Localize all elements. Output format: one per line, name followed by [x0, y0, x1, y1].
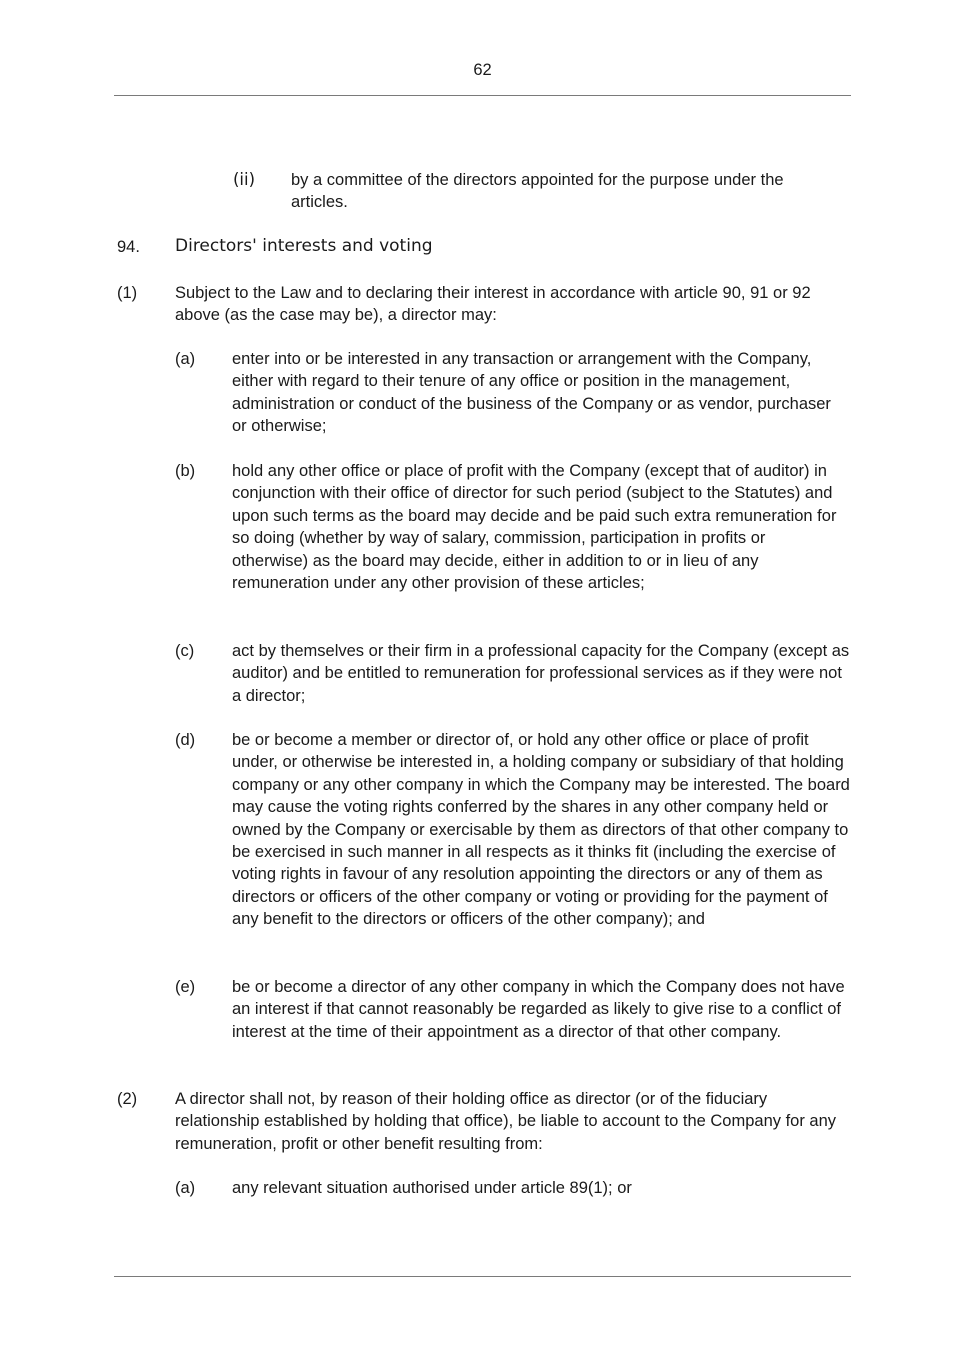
item-label-1e: (e): [175, 978, 196, 996]
subitem-label-ii: (ii): [233, 170, 256, 189]
page-number: 62: [473, 61, 492, 79]
item-label-1b: (b): [175, 462, 196, 480]
section-title: Directors' interests and voting: [175, 236, 433, 256]
clause-label-1: (1): [117, 284, 138, 302]
item-text-1e: be or become a director of any other company in which the Company does not have an interest if that cannot reasonably be regarded as likely to give rise to a conflict of interest at the time of their appointment as a director of that other company.: [232, 978, 845, 1041]
clause-label-2: (2): [117, 1090, 138, 1108]
footer-rule: [114, 1276, 851, 1277]
item-label-2a: (a): [175, 1179, 196, 1197]
item-label-1d: (d): [175, 731, 196, 749]
item-text-1a: enter into or be interested in any transaction or arrangement with the Company, either with regard to their tenure of any office or position in the management, administration or conduct of the business of the Company or as vendor, purchaser or otherwise;: [232, 350, 831, 436]
item-text-2a: any relevant situation authorised under article 89(1); or: [232, 1179, 632, 1197]
subitem-text-ii: by a committee of the directors appointed for the purpose under the articles.: [291, 171, 784, 212]
section-number: 94.: [117, 238, 140, 256]
clause-text-1: Subject to the Law and to declaring their interest in accordance with article 90, 91 or 92 above (as the case may be), a director may:: [175, 284, 811, 325]
item-text-1d: be or become a member or director of, or hold any other office or place of profit under, or otherwise be interested in, a holding company or subsidiary of that holding company or any other company in which the Company may be interested. The board may cause the voting rights conferred by the shares in any other company held or owned by the Company or exercisable by them as directors of that other company to be exercised in such manner in all respects as it thinks fit (including the exercise of voting rights in favour of any resolution appointing the directors or any of them as directors or officers of the other company or voting or providing for the payment of any benefit to the directors or officers of the other company); and: [232, 731, 850, 929]
header-rule: [114, 95, 851, 96]
item-text-1b: hold any other office or place of profit with the Company (except that of auditor) in conjunction with their office of director for such period (subject to the Statutes) and upon such terms as the board may decide and be paid such extra remuneration for so doing (whether by way of salary, commission, participation in profits or otherwise) as the board may decide, either in addition to or in lieu of any remuneration under any other provision of these articles;: [232, 462, 837, 593]
item-label-1c: (c): [175, 642, 195, 660]
item-label-1a: (a): [175, 350, 196, 368]
item-text-1c: act by themselves or their firm in a professional capacity for the Company (except as auditor) and be entitled to remuneration for professional services as if they were not a director;: [232, 642, 850, 705]
clause-text-2: A director shall not, by reason of their holding office as director (or of the fiduciary relationship established by holding that office), be liable to account to the Company for any remuneration, profit or other benefit resulting from:: [175, 1090, 837, 1153]
